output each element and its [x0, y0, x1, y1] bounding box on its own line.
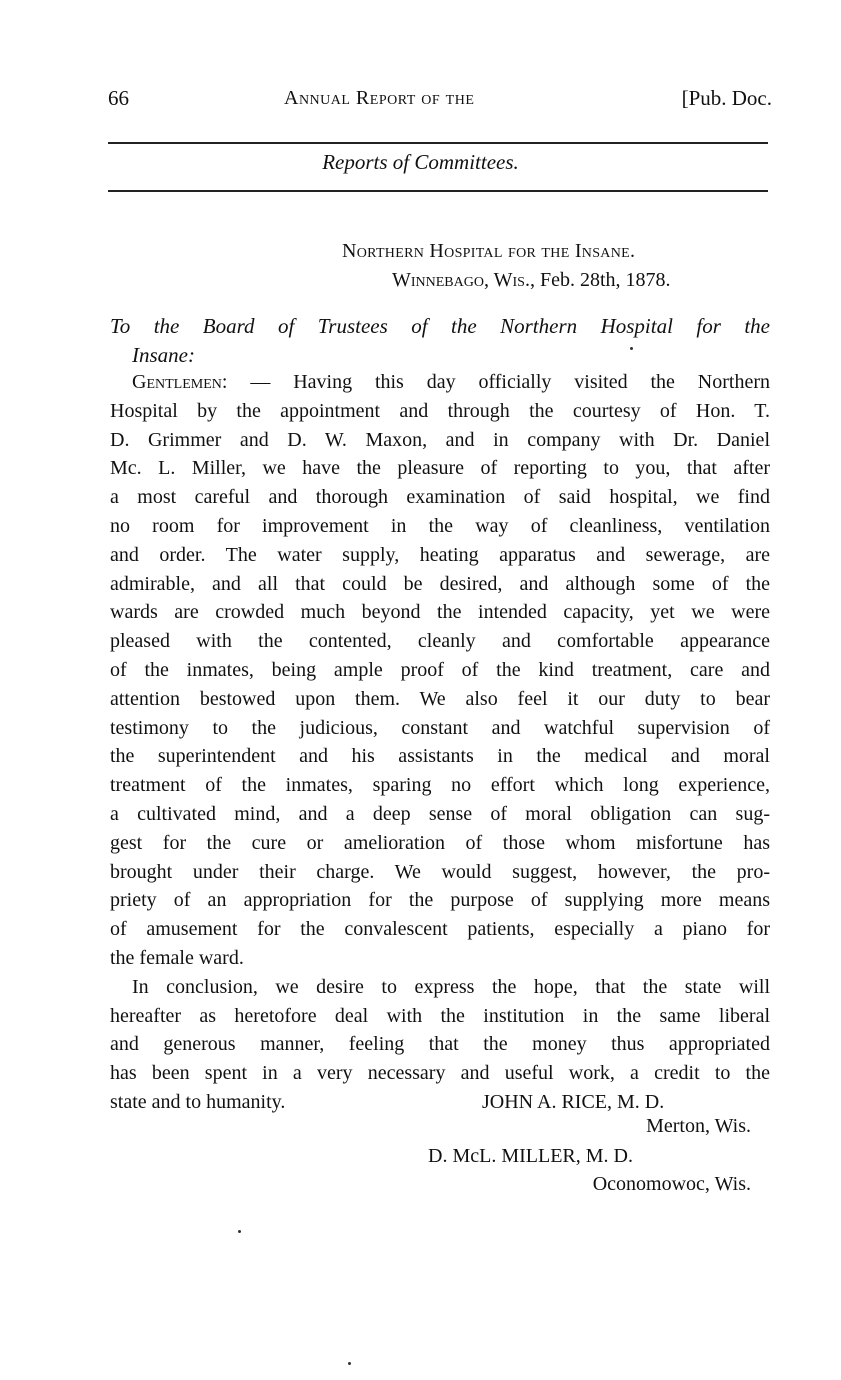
body-line: Hospital by the appointment and through the courtesy of Hon. T.: [110, 399, 770, 422]
signature-rice-name: JOHN A. RICE, M. D.: [482, 1090, 665, 1113]
page-number: 66: [108, 86, 129, 110]
header-rule-bottom: [108, 190, 768, 192]
body-line: pleased with the contented, cleanly and comfortable appearance: [110, 630, 770, 653]
header-rule-top: [108, 142, 768, 144]
conclusion-line: and generous manner, feeling that the money thus appropriated: [110, 1033, 770, 1056]
body-line: Mc. L. Miller, we have the pleasure of reporting to you, that after: [110, 457, 770, 480]
body-line: priety of an appropriation for the purpose of supplying more means: [110, 889, 770, 912]
address-line: To the Board of Trustees of the Northern Hospital for the: [110, 314, 770, 338]
body-line: testimony to the judicious, constant and watchful supervision of: [110, 716, 770, 739]
running-head-title: Annual Report of the: [284, 87, 475, 109]
body-line: and order. The water supply, heating apparatus and sewerage, are: [110, 543, 770, 566]
publication-label: [Pub. Doc.: [681, 86, 772, 110]
letter-date: Feb. 28th, 1878.: [539, 269, 671, 291]
print-speck: [238, 1230, 241, 1233]
body-line: D. Grimmer and D. W. Maxon, and in company with Dr. Daniel: [110, 428, 770, 451]
body-line: attention bestowed upon them. We also feel it our duty to bear: [110, 687, 770, 710]
running-head: [108, 86, 772, 116]
body-line: of the inmates, being ample proof of the kind treatment, care and: [110, 658, 770, 681]
body-line: a cultivated mind, and a deep sense of moral obligation can sug-: [110, 802, 770, 825]
section-title: Reports of Committees.: [322, 150, 519, 174]
body-line: the superintendent and his assistants in the medical and moral: [110, 745, 770, 768]
body-line: the female ward.: [110, 946, 244, 969]
body-line: of amusement for the convalescent patients, especially a piano for: [110, 918, 770, 941]
body-line: wards are crowded much beyond the intended capacity, yet we were: [110, 601, 770, 624]
body-line-text: — Having this day officially visited the Northern: [227, 371, 770, 393]
body-line: admirable, and all that could be desired, and although some of the: [110, 572, 770, 595]
conclusion-line: In conclusion, we desire to express the hope, that the state will: [132, 975, 770, 998]
conclusion-line: has been spent in a very necessary and useful work, a credit to the: [110, 1062, 770, 1085]
institution-heading: Northern Hospital for the Insane.: [342, 240, 636, 262]
print-speck: [348, 1362, 351, 1365]
signature-miller-name: D. McL. MILLER, M. D.: [428, 1145, 633, 1167]
body-line: treatment of the inmates, sparing no effort which long experience,: [110, 774, 770, 797]
salutation: Gentlemen:: [132, 371, 228, 393]
signature-miller-place: Oconomowoc, Wis.: [592, 1173, 751, 1195]
conclusion-line: [110, 1088, 770, 1117]
body-line: brought under their charge. We would suggest, however, the pro-: [110, 860, 770, 883]
conclusion-line-text: state and to humanity.: [110, 1090, 286, 1113]
place-date-line: [392, 269, 671, 292]
letter-body: [110, 368, 770, 1117]
print-speck: [630, 347, 633, 350]
body-line: no room for improvement in the way of cleanliness, ventilation: [110, 514, 770, 537]
address-line: Insane:: [132, 343, 195, 367]
body-line: a most careful and thorough examination of said hospital, we find: [110, 486, 770, 509]
conclusion-line: hereafter as heretofore deal with the institution in the same liberal: [110, 1004, 770, 1027]
letter-address: [110, 312, 770, 370]
body-line: gest for the cure or amelioration of those whom misfortune has: [110, 831, 770, 854]
body-line: [110, 368, 770, 397]
place-name: Winnebago, Wis.,: [392, 269, 535, 291]
signature-rice-place: Merton, Wis.: [646, 1115, 751, 1137]
